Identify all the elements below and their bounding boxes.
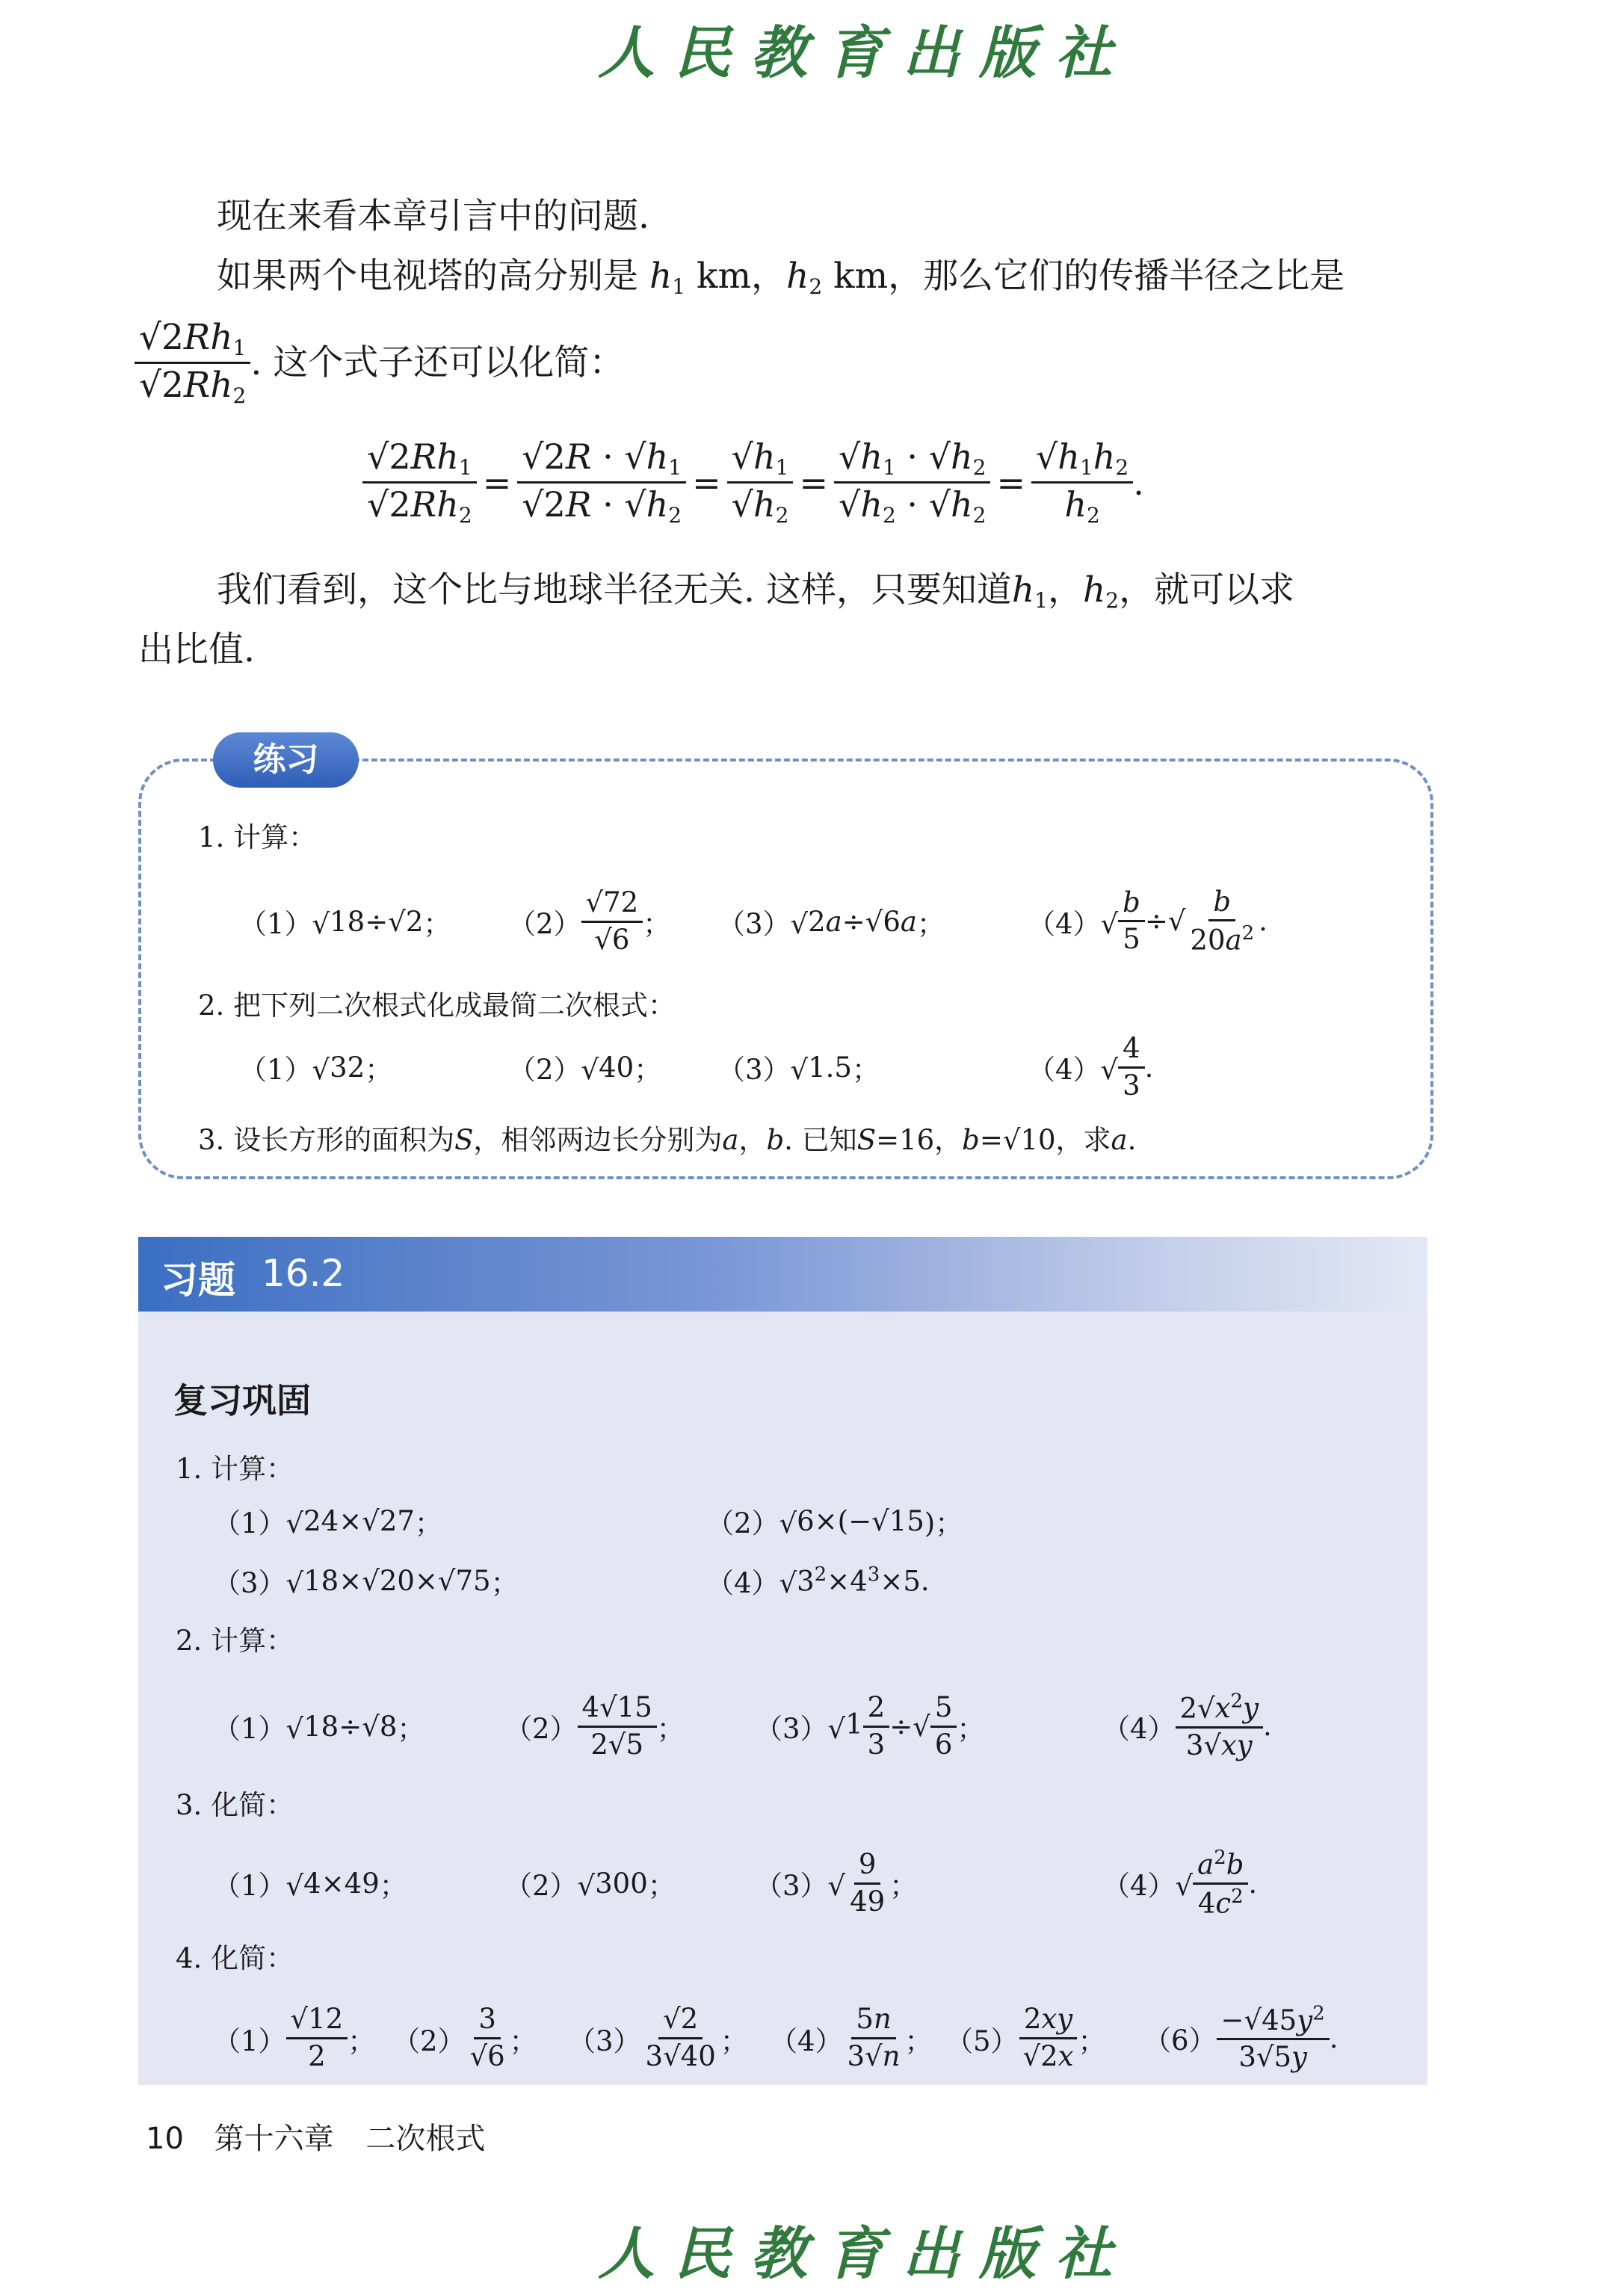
tower-sentence-b: 那么它们的传播半径之比是	[923, 256, 1345, 297]
page-footer	[146, 2115, 485, 2157]
exercise-title-cn: 习题	[161, 1258, 235, 1302]
conclusion-c: 出比值.	[138, 629, 255, 670]
page-number: 10	[146, 2122, 184, 2156]
conclusion-line: 我们看到，这个比与地球半径无关. 这样，只要知道$h_1$，$h_2$，就可以求	[217, 569, 1295, 613]
exercise-header	[138, 1237, 1427, 1312]
exercise-title-num: 16.2	[262, 1252, 345, 1295]
intro-sentence: 现在来看本章引言中的问题.	[217, 196, 649, 237]
ratio-fraction: $\frac{√2Rh_1}{√2Rh_2}$	[135, 318, 250, 408]
simplification-equation: $\frac{√2Rh_1}{√2Rh_2}$ = $\frac{√2R \cdot √h_1}{√2R \cdot √h_2}$ = $\frac{√h_1}{√h_2}$ = $\frac{√h_1 \cdot √h_2}{√h_2 \cdot √h_2}$ = $\frac{√h_1h_2}{h_2}$ .	[362, 437, 1144, 528]
practice-title: 练习	[213, 732, 359, 788]
exercise-section-title: 复习巩固	[173, 1380, 311, 1421]
practice-q3-b: ，相邻两边长分别为	[473, 1124, 723, 1156]
practice-q2-items: （1）√ 32 ； （2）√ 40 ； （3）√ 1.5 ； （4）√ $\frac{4}{3}$ .	[239, 1031, 1154, 1102]
practice-box	[138, 759, 1433, 1179]
publisher-logo-bottom: 人民教育出版社	[598, 2220, 1131, 2287]
exercise-q1-row1: （1）√ 24 ×√ 27 ； （2）√ 6 ×(−√ 15 )；	[213, 1504, 963, 1539]
practice-q2: 2. 把下列二次根式化成最简二次根式：	[198, 989, 676, 1022]
practice-q1-items: （1）√ 18 ÷√ 2 ； （2） $\frac{√72}{√6}$ ； （3）√ 2a ÷√ 6a ； （4）√ $\frac{b}{5}$ ÷√ $\frac{b}{20a^2}$ .	[239, 885, 1268, 957]
tower-sentence: 如果两个电视塔的高分别是 $h_1$ km，$h_2$ km，那么它们的传播半径之比是	[217, 256, 1345, 299]
practice-q3: 3. 设长方形的面积为S，相邻两边长分别为a，b. 已知S=16，b=√10，求a.	[198, 1124, 1137, 1156]
practice-q3-a: 3. 设长方形的面积为	[198, 1124, 455, 1156]
practice-q1: 1. 计算：	[198, 821, 317, 853]
practice-q3-d: ，求	[1055, 1124, 1111, 1156]
chapter-label: 第十六章	[214, 2122, 334, 2156]
practice-q3-c: . 已知	[784, 1124, 857, 1156]
exercise-q2-items: （1）√ 18 ÷√ 8 ； （2） $\frac{4√15}{2√5}$ ； （3）√ 1 $\frac{2}{3}$ ÷√ $\frac{5}{6}$ ； （4） $\frac{2√x^2y}{3√xy}$ .	[213, 1690, 1272, 1761]
exercise-q1-row2: （3）√ 18 ×√ 20 ×√ 75 ； （4）√ $3^2\times 4^3\times 5$ .	[213, 1563, 930, 1599]
tower-sentence-a: 如果两个电视塔的高分别是	[217, 256, 638, 297]
exercise-q4: 4. 化简：	[176, 1942, 294, 1974]
topic-label: 二次根式	[365, 2122, 486, 2156]
conclusion-b: ，就可以求	[1119, 569, 1295, 611]
simplify-note: . 这个式子还可以化简：	[250, 342, 625, 383]
exercise-q1: 1. 计算：	[176, 1453, 294, 1485]
publisher-logo: 人民教育出版社	[598, 19, 1131, 86]
exercise-q4-items: （1） $\frac{√12}{2}$ ； （2） $\frac{3}{√6}$ ； （3） $\frac{√2}{3√40}$ ； （4） $\frac{5n}{3√n}$ ； （5） $\frac{2xy}{√2x}$ ； （6） $\frac{-√45y^2}{3√5y}$ .	[213, 2002, 1339, 2074]
exercise-q2: 2. 计算：	[176, 1625, 294, 1657]
ratio-line	[135, 318, 624, 408]
conclusion-a: 我们看到，这个比与地球半径无关. 这样，只要知道	[217, 569, 1012, 611]
exercise-q3: 3. 化简：	[176, 1789, 294, 1821]
exercise-q3-items: （1）√ 4×49 ； （2）√ 300 ； （3）√ $\frac{9}{49}$ ； （4）√ $\frac{a^2b}{4c^2}$ .	[213, 1846, 1258, 1919]
